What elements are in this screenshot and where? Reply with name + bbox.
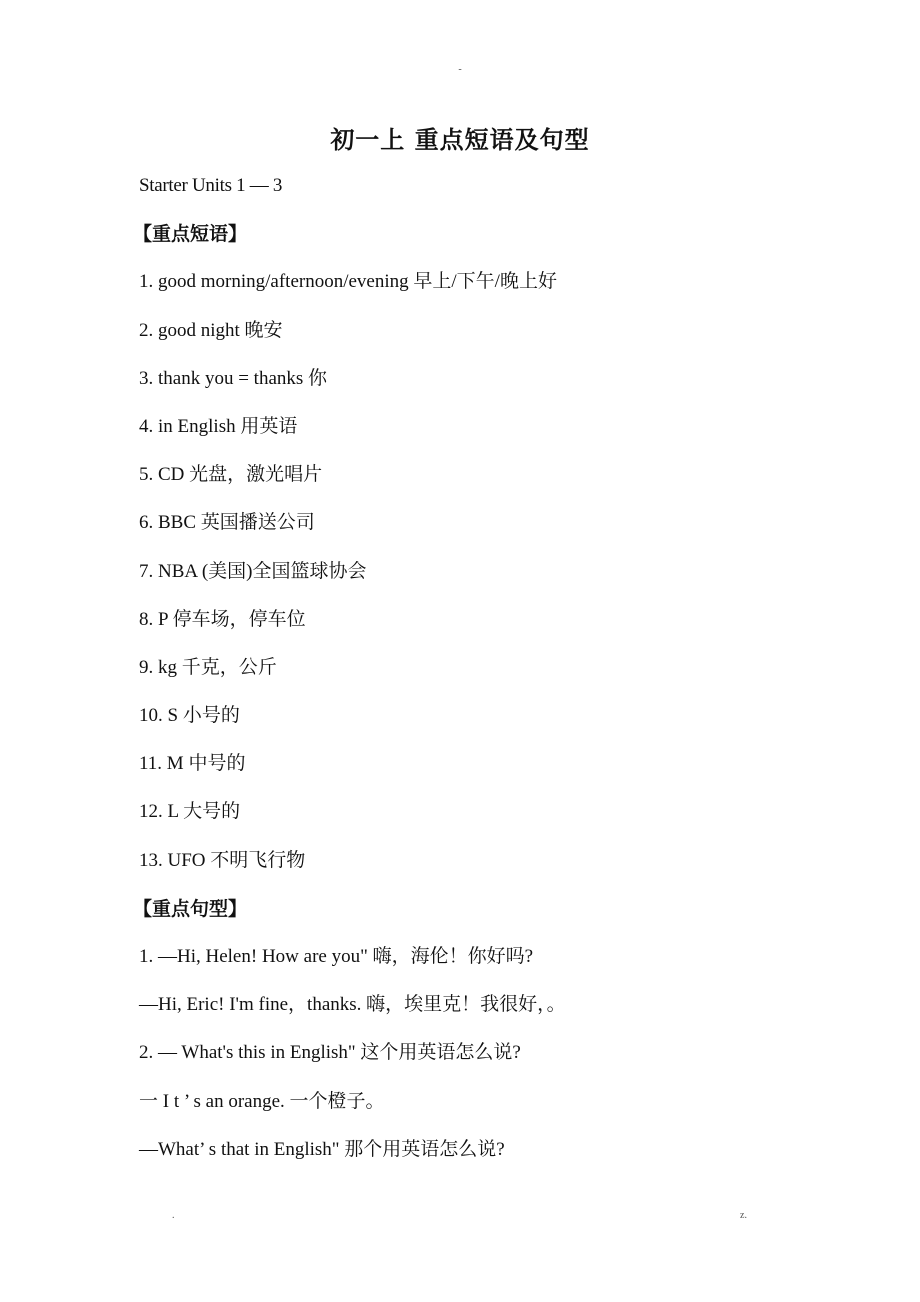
sentence-item: 1. —Hi, Helen! How are you" 嗨，海伦！你好吗? — [139, 946, 534, 967]
sentence-item: 一 I t ’ s an orange. 一个橙子。 — [139, 1090, 385, 1112]
phrase-item: 4. in English 用英语 — [139, 415, 298, 437]
footer-left-mark: . — [172, 1210, 175, 1221]
page-title: 初一上 重点短语及句型 — [330, 125, 590, 154]
unit-subtitle: Starter Units 1 — 3 — [139, 175, 283, 196]
phrases-heading: 【重点短语】 — [133, 223, 248, 246]
phrase-item: 10. S 小号的 — [139, 705, 240, 727]
phrase-item: 12. L 大号的 — [139, 801, 241, 823]
footer-right-mark: z. — [740, 1210, 747, 1221]
phrase-item: 3. thank you = thanks 你 — [139, 367, 328, 389]
sentence-item: —Hi, Eric! I'm fine，thanks. 嗨，埃里克！我很好，。 — [139, 994, 566, 1016]
phrase-item: 1. good morning/afternoon/evening 早上/下午/晚上好 — [139, 271, 557, 293]
sentence-item: 2. — What's this in English" 这个用英语怎么说? — [139, 1042, 521, 1064]
phrase-item: 5. CD 光盘，激光唱片 — [139, 464, 323, 486]
phrase-item: 8. P 停车场，停车位 — [139, 608, 306, 630]
phrase-item: 7. NBA (美国)全国篮球协会 — [139, 560, 367, 582]
phrase-item: 6. BBC 英国播送公司 — [139, 512, 315, 534]
phrase-item: 9. kg 千克，公斤 — [139, 656, 277, 678]
header-mark: - — [458, 64, 462, 75]
phrase-item: 2. good night 晚安 — [139, 319, 283, 341]
document-body — [133, 170, 839, 1182]
sentence-item: —What’ s that in English" 那个用英语怎么说? — [139, 1138, 505, 1160]
sentences-heading: 【重点句型】 — [133, 897, 248, 920]
phrase-item: 11. M 中号的 — [139, 753, 246, 775]
phrase-item: 13. UFO 不明飞行物 — [139, 849, 306, 871]
